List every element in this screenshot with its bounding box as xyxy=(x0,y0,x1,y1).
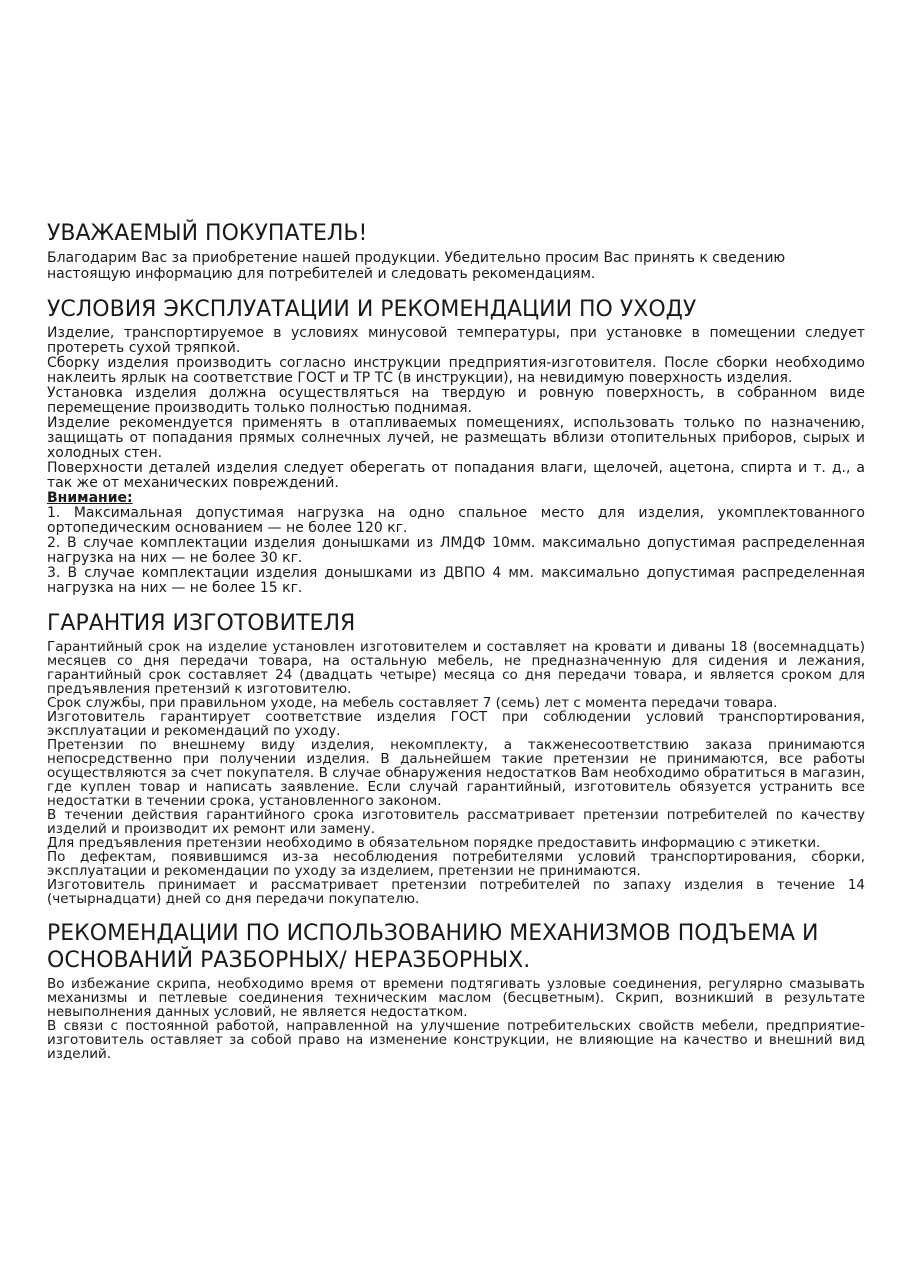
paragraph: Изготовитель принимает и рассматривает претензии потребителей по запаху изделия в течение 14 (четырнадцати) дней со дня передачи покупателю. xyxy=(47,877,865,907)
paragraph: Срок службы, при правильном уходе, на мебель составляет 7 (семь) лет с момента передачи товара. xyxy=(47,695,778,711)
paragraph: Благодарим Вас за приобретение нашей продукции. Убедительно просим Вас принять к сведению настоящую информацию для потребителей и следовать рекомендациям. xyxy=(47,250,786,282)
paragraph: Установка изделия должна осуществляться на твердую и ровную поверхность, в собранном виде перемещение производить только полностью поднимая. xyxy=(47,385,865,416)
attention-item: 1. Максимальная допустимая нагрузка на одно спальное место для изделия, укомплектованного ортопедическим основанием — не более 120 кг. xyxy=(47,505,865,536)
section-heading: УВАЖАЕМЫЙ ПОКУПАТЕЛЬ! xyxy=(47,221,368,246)
paragraph: Изделие рекомендуется применять в отапливаемых помещениях, использовать только по назначению, защищать от попадания прямых солнечных лучей, не размещать вблизи отопительных приборов, сырых и холодных стен. xyxy=(47,415,865,461)
section-mechanisms xyxy=(47,920,865,1061)
paragraph: Изделие, транспортируемое в условиях минусовой температуры, при установке в помещении следует протереть сухой тряпкой. xyxy=(47,325,865,356)
section-heading: УСЛОВИЯ ЭКСПЛУАТАЦИИ И РЕКОМЕНДАЦИИ ПО УХОДУ xyxy=(47,297,697,322)
paragraph: В связи с постоянной работой, направленной на улучшение потребительских свойств мебели, предприятие-изготовитель оставляет за собой право на изменение конструкции, не влияющие на качество и внешний вид изделий. xyxy=(47,1018,865,1062)
attention-item: 3. В случае комплектации изделия донышками из ДВПО 4 мм. максимально допустимая распределенная нагрузка на них — не более 15 кг. xyxy=(47,565,865,596)
paragraph: Во избежание скрипа, необходимо время от времени подтягивать узловые соединения, регулярно смазывать механизмы и петлевые соединения техническим маслом (бесцветным). Скрип, возникший в результате невыполнения данных условий, не является недостатком. xyxy=(47,976,865,1020)
attention-item: 2. В случае комплектации изделия донышками из ЛМДФ 10мм. максимально допустимая распределенная нагрузка на них — не более 30 кг. xyxy=(47,535,865,566)
section-usage xyxy=(47,296,865,596)
paragraph: Изготовитель гарантирует соответствие изделия ГОСТ при соблюдении условий транспортирования, эксплуатации и рекомендаций по уходу. xyxy=(47,709,865,739)
section-heading: ГАРАНТИЯ ИЗГОТОВИТЕЛЯ xyxy=(47,611,356,636)
paragraph: Гарантийный срок на изделие установлен изготовителем и составляет на кровати и диваны 18 (восемнадцать) месяцев со дня передачи товара, на остальную мебель, не предназначенную для сидения и лежания, гарантийный срок составляет 24 (двадцать четыре) месяца со дня передачи товара, и является сроком для предъявления претензий к изготовителю. xyxy=(47,639,865,697)
paragraph: Для предъявления претензии необходимо в обязательном порядке предоставить информацию с этикетки. xyxy=(47,835,821,851)
attention-label: Внимание: xyxy=(47,490,133,506)
section-greeting xyxy=(47,220,865,282)
paragraph: По дефектам, появившимся из-за несоблюдения потребителями условий транспортирования, сборки, эксплуатации и рекомендации по уходу за изделием, претензии не принимаются. xyxy=(47,849,865,879)
paragraph: Сборку изделия производить согласно инструкции предприятия-изготовителя. После сборки необходимо наклеить ярлык на соответствие ГОСТ и ТР ТС (в инструкции), на невидимую поверхность изделия. xyxy=(47,355,865,386)
paragraph: В течении действия гарантийного срока изготовитель рассматривает претензии потребителей по качеству изделий и производит их ремонт или замену. xyxy=(47,807,865,837)
paragraph: Претензии по внешнему виду изделия, некомплекту, а такженесоответствию заказа принимаются непосредственно при получении изделия. В дальнейшем такие претензии не принимаются, все работы осуществляются за счет покупателя. В случае обнаружения недостатков Вам необходимо обратиться в магазин, где куплен товар и написать заявление. Если случай гарантийный, изготовитель обязуется устранить все недостатки в течении срока, установленного законом. xyxy=(47,737,865,809)
section-warranty xyxy=(47,610,865,906)
paragraph: Поверхности деталей изделия следует оберегать от попадания влаги, щелочей, ацетона, спирта и т. д., а так же от механических повреждений. xyxy=(47,460,865,491)
section-heading: РЕКОМЕНДАЦИИ ПО ИСПОЛЬЗОВАНИЮ МЕХАНИЗМОВ ПОДЪЕМА И ОСНОВАНИЙ РАЗБОРНЫХ/ НЕРАЗБОРНЫХ. xyxy=(47,921,819,973)
